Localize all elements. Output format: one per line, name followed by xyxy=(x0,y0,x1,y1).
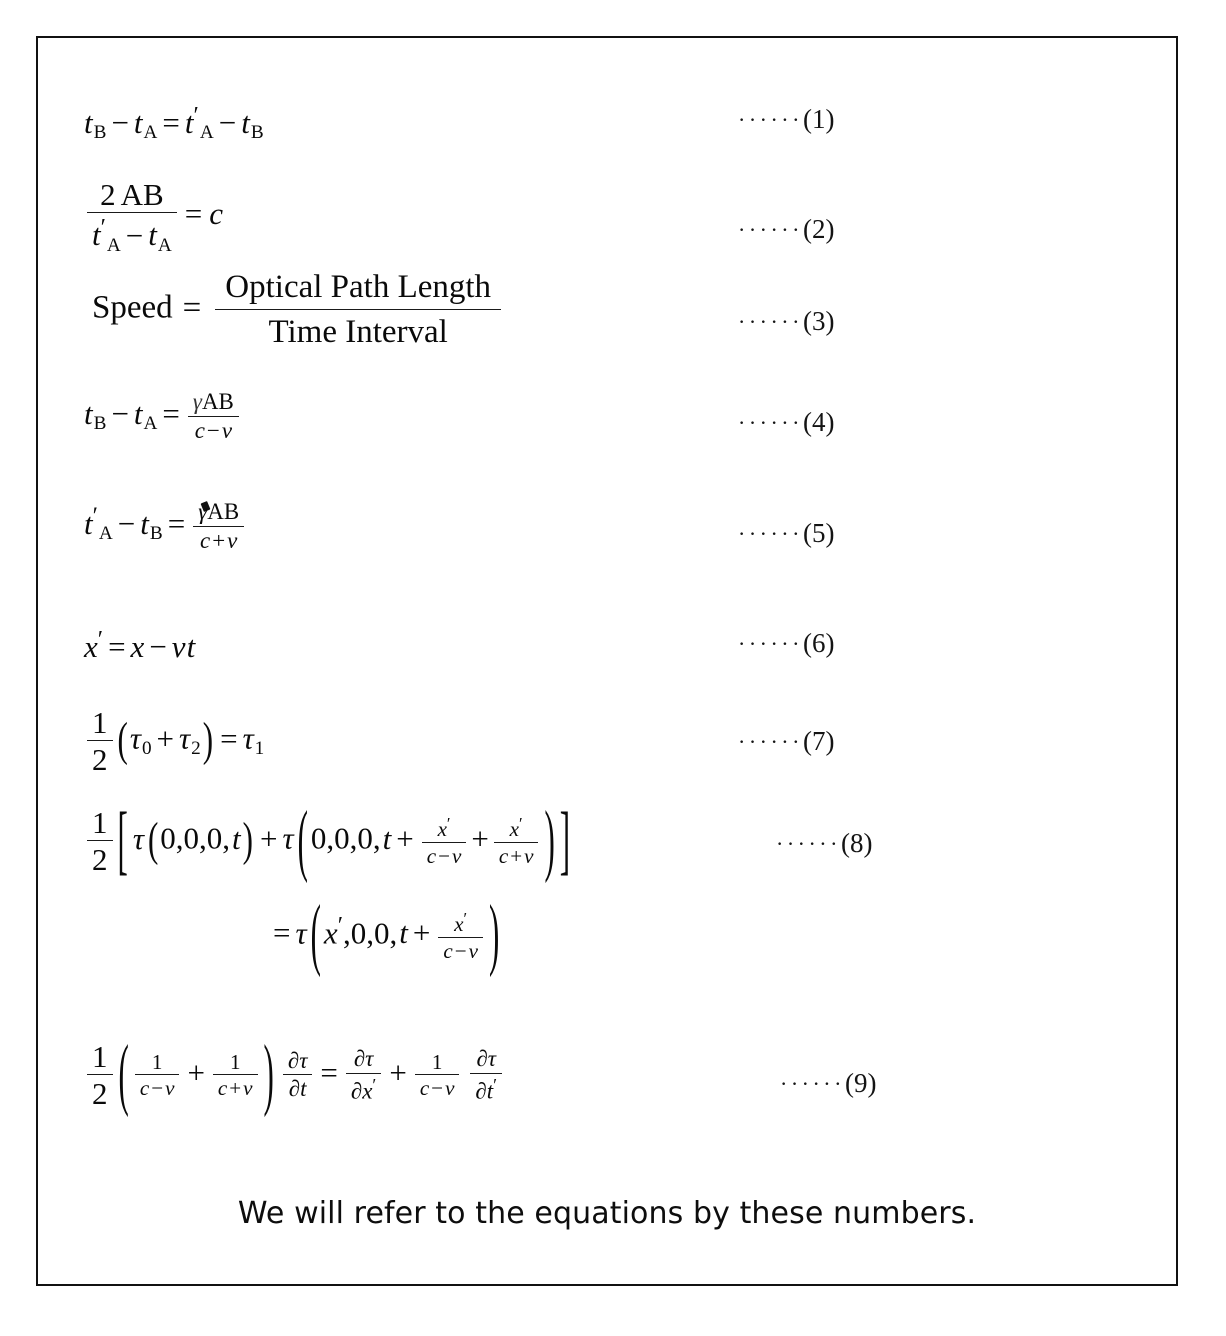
equation-5-body xyxy=(84,500,247,554)
eq-9-f1-den: c−v xyxy=(139,1076,175,1101)
leader-dots-6: ······ xyxy=(738,631,803,656)
eq-5-expression: t′A − tB = $\frac{\text{γAB}}{c+v}$ xyxy=(84,500,247,554)
eq-9-frac-1-cminusv xyxy=(135,1051,180,1101)
leader-dots-4: ······ xyxy=(738,410,803,435)
eq-8-line2-expression: = τ (x′,0,0,t + $\frac{x'}{c-v}$ ) xyxy=(273,887,500,979)
eq-8-frac1-den: c−v xyxy=(426,843,462,868)
eq-8-frac2-num: x′ xyxy=(494,815,539,843)
eq-9-dtau-dx-den: ∂x′ xyxy=(350,1074,377,1104)
equation-2-body xyxy=(84,178,223,256)
eq-3-lhs: Speed xyxy=(92,289,173,326)
eq-9-f2-num: 1 xyxy=(213,1051,258,1076)
leader-dots-7: ······ xyxy=(738,729,803,754)
eq-number-label-3: (3) xyxy=(802,306,835,336)
leader-dots-3: ······ xyxy=(738,309,803,334)
eq-8-line2-frac-num: x′ xyxy=(438,910,483,938)
eq-9-expression: $\frac{1}{2}$ ( $\frac{1}{c-v}$ + $\frac{1}{c+v}$ ) $\frac{\partial\tau}{\partial t}$ = $\frac{\partial\tau}{\partial x'}$ + $\frac{1}{c-v}$ $\frac{\partial\tau}{\partial t'}$ xyxy=(84,1040,505,1111)
eq-9-dtau-dt-den: ∂t xyxy=(288,1076,307,1102)
leader-dots-5: ······ xyxy=(738,521,803,546)
eq-8-line1-expression: $\frac{1}{2}$ [ τ (0,0,0,t) + τ (0,0,0,t + $\frac{x'}{c-v}$ + $\frac{x'}{c+v}$ ) ] xyxy=(84,806,572,877)
eq-9-dtau-dt-num: ∂τ xyxy=(283,1049,313,1076)
equation-number-8 xyxy=(776,828,872,859)
eq-number-label-4: (4) xyxy=(802,407,835,437)
eq-7-expression: $\frac{1}{2}$ (τ0 + τ2) = τ1 xyxy=(84,706,264,777)
eq-4-denominator: c−v xyxy=(194,417,233,443)
equation-6-body xyxy=(84,626,196,665)
eq-6-expression: x′ = x − vt xyxy=(84,626,196,665)
equation-sheet-frame xyxy=(36,36,1178,1286)
eq-7-half-numerator: 1 xyxy=(87,706,113,741)
eq-9-dtau-dt xyxy=(283,1049,313,1103)
eq-8-frac2-den: c+v xyxy=(498,843,534,868)
eq-9-f3-den: c−v xyxy=(419,1076,455,1101)
eq-3-expression: Speed = $\frac{\text{Optical Path Length}}{\text{Time Interval}}$ xyxy=(92,268,505,352)
eq-4-expression: tB − tA = $\frac{\text{γAB}}{c-v}$ xyxy=(84,390,242,444)
eq-number-label-1: (1) xyxy=(802,104,835,134)
equation-8-line1 xyxy=(84,792,572,884)
eq-9-f1-num: 1 xyxy=(135,1051,180,1076)
equation-3-body xyxy=(92,268,505,352)
eq-4-numerator: γAB xyxy=(188,390,239,417)
eq-8-half-numerator: 1 xyxy=(87,806,113,841)
equation-number-1 xyxy=(738,104,834,135)
eq-7-half-denominator: 2 xyxy=(92,742,108,778)
eq-3-fraction xyxy=(215,268,501,352)
eq-5-fraction xyxy=(193,500,244,554)
eq-9-dtau-dtp-num: ∂τ xyxy=(470,1047,502,1074)
leader-dots-2: ······ xyxy=(738,217,803,242)
eq-8-half-denominator: 2 xyxy=(92,842,108,878)
leader-dots-9: ······ xyxy=(780,1071,845,1096)
eq-2-denominator: t′A − tA xyxy=(92,214,172,256)
eq-number-label-7: (7) xyxy=(802,726,835,756)
eq-5-numerator: γAB xyxy=(193,500,244,527)
eq-9-half xyxy=(87,1040,113,1111)
eq-3-numerator: Optical Path Length xyxy=(215,268,501,310)
equation-8-line2 xyxy=(268,887,502,979)
equation-4-body xyxy=(84,390,242,444)
equation-number-2 xyxy=(738,214,834,245)
eq-2-fraction xyxy=(87,178,177,256)
eq-8-line2-frac xyxy=(438,910,483,962)
eq-9-dtau-dtp-den: ∂t′ xyxy=(475,1074,498,1104)
eq-9-f3-num: 1 xyxy=(415,1051,460,1076)
leader-dots-8: ······ xyxy=(776,831,841,856)
eq-number-label-6: (6) xyxy=(802,628,835,658)
equation-number-3 xyxy=(738,306,834,337)
eq-9-frac-1-cplusv xyxy=(213,1051,258,1101)
leader-dots-1: ······ xyxy=(738,107,803,132)
eq-9-dtau-dtprime xyxy=(470,1047,502,1104)
eq-5-denominator: c+v xyxy=(200,527,238,553)
eq-number-label-9: (9) xyxy=(844,1068,877,1098)
eq-8-frac-cplusv xyxy=(494,815,539,867)
equation-number-7 xyxy=(738,726,834,757)
eq-number-label-5: (5) xyxy=(802,518,835,548)
eq-number-label-8: (8) xyxy=(840,828,873,858)
eq-9-f2-den: c+v xyxy=(217,1076,253,1101)
eq-8-frac1-num: x′ xyxy=(422,815,467,843)
equation-7-body xyxy=(84,706,264,777)
eq-4-fraction xyxy=(188,390,239,444)
eq-8-half xyxy=(87,806,113,877)
equation-number-5 xyxy=(738,518,834,549)
eq-3-denominator: Time Interval xyxy=(268,313,448,350)
eq-1-expression: tB − tA = t′A − tB xyxy=(84,102,264,144)
equation-9-body xyxy=(84,1026,505,1118)
equation-number-6 xyxy=(738,628,834,659)
eq-9-dtau-dx-num: ∂τ xyxy=(346,1047,381,1074)
equation-1-body xyxy=(84,104,264,142)
eq-9-half-numerator: 1 xyxy=(87,1040,113,1075)
eq-8-frac-cminusv xyxy=(422,815,467,867)
equation-number-9 xyxy=(780,1068,876,1099)
eq-9-half-denominator: 2 xyxy=(92,1076,108,1112)
eq-2-numerator: 2 AB xyxy=(87,178,177,213)
eq-number-label-2: (2) xyxy=(802,214,835,244)
equation-number-4 xyxy=(738,407,834,438)
eq-2-expression: $\frac{2 AB}{t'A - tA}$ = c xyxy=(84,178,223,256)
eq-7-half xyxy=(87,706,113,777)
caption-text: We will refer to the equations by these numbers. xyxy=(237,1196,977,1231)
eq-8-line2-frac-den: c−v xyxy=(443,938,478,963)
eq-9-frac-1-cminusv-rhs xyxy=(415,1051,460,1101)
eq-9-dtau-dxprime xyxy=(346,1047,381,1104)
